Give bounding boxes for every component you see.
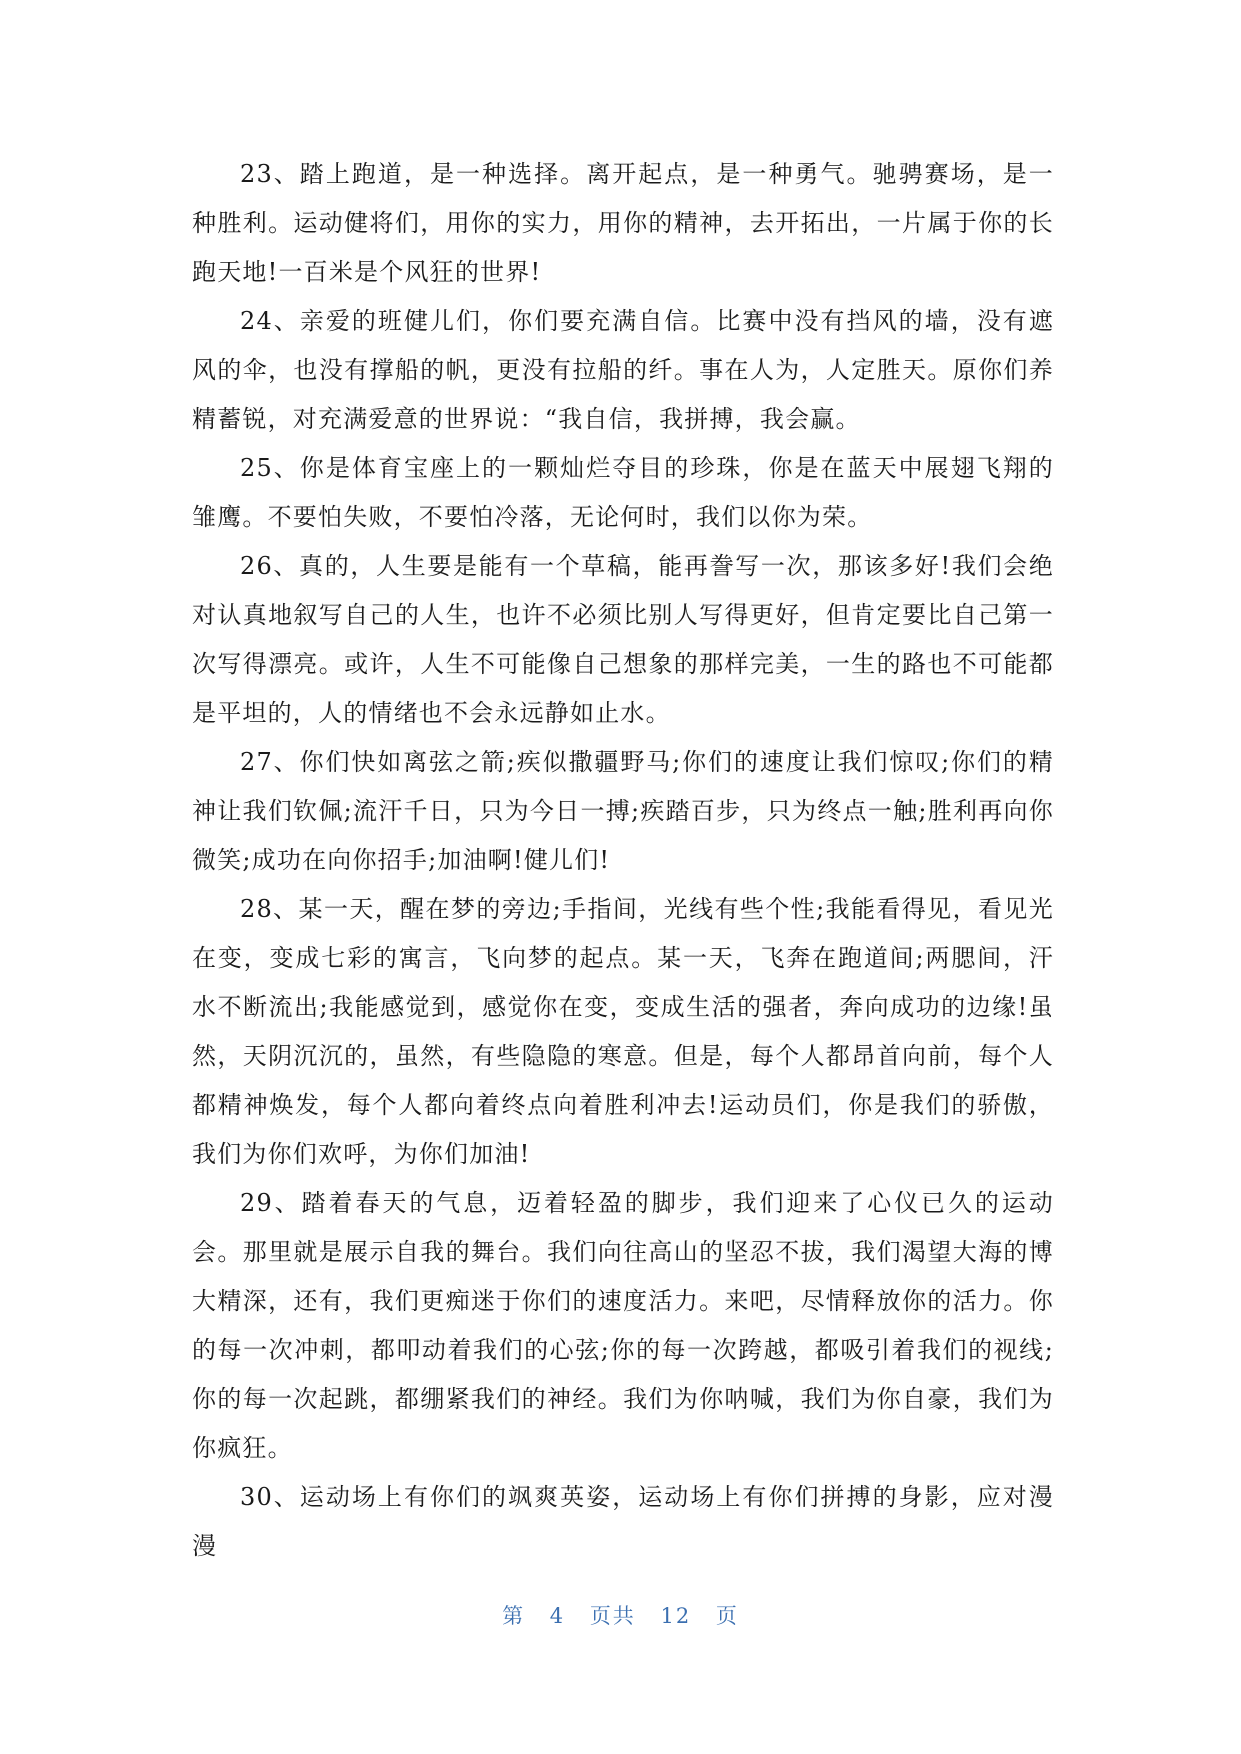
footer-mid: 页共	[589, 1604, 636, 1628]
footer-total-pages: 12	[660, 1604, 692, 1628]
paragraph-24: 24、亲爱的班健儿们，你们要充满自信。比赛中没有挡风的墙，没有遮风的伞，也没有撑船的帆，更没有拉船的纤。事在人为，人定胜天。原你们养精蓄锐，对充满爱意的世界说：“我自信，我拼搏，我会赢。	[192, 307, 1054, 433]
footer-suffix: 页	[715, 1604, 739, 1628]
footer-current-page: 4	[549, 1604, 566, 1628]
paragraph-28: 28、某一天，醒在梦的旁边;手指间，光线有些个性;我能看得见，看见光在变，变成七彩的寓言，飞向梦的起点。某一天，飞奔在跑道间;两腮间，汗水不断流出;我能感觉到，感觉你在变，变成生活的强者，奔向成功的边缘!虽然，天阴沉沉的，虽然，有些隐隐的寒意。但是，每个人都昂首向前，每个人都精神焕发，每个人都向着终点向着胜利冲去!运动员们，你是我们的骄傲，我们为你们欢呼，为你们加油!	[192, 895, 1054, 1168]
paragraph-26: 26、真的，人生要是能有一个草稿，能再誊写一次，那该多好!我们会绝对认真地叙写自己的人生，也许不必须比别人写得更好，但肯定要比自己第一次写得漂亮。或许，人生不可能像自己想象的那样完美，一生的路也不可能都是平坦的，人的情绪也不会永远静如止水。	[192, 552, 1054, 727]
paragraph-29: 29、踏着春天的气息，迈着轻盈的脚步，我们迎来了心仪已久的运动会。那里就是展示自我的舞台。我们向往高山的坚忍不拔，我们渴望大海的博大精深，还有，我们更痴迷于你们的速度活力。来吧，尽情释放你的活力。你的每一次冲刺，都叩动着我们的心弦;你的每一次跨越，都吸引着我们的视线;你的每一次起跳，都绷紧我们的神经。我们为你呐喊，我们为你自豪，我们为你疯狂。	[192, 1189, 1054, 1462]
paragraph-27: 27、你们快如离弦之箭;疾似撒疆野马;你们的速度让我们惊叹;你们的精神让我们钦佩;流汗千日，只为今日一搏;疾踏百步，只为终点一触;胜利再向你微笑;成功在向你招手;加油啊!健儿们!	[192, 748, 1054, 874]
paragraph-25: 25、你是体育宝座上的一颗灿烂夺目的珍珠，你是在蓝天中展翅飞翔的雏鹰。不要怕失败，不要怕冷落，无论何时，我们以你为荣。	[192, 454, 1054, 531]
paragraph-23: 23、踏上跑道，是一种选择。离开起点，是一种勇气。驰骋赛场，是一种胜利。运动健将们，用你的实力，用你的精神，去开拓出，一片属于你的长跑天地!一百米是个风狂的世界!	[192, 160, 1054, 286]
paragraph-30: 30、运动场上有你们的飒爽英姿，运动场上有你们拼搏的身影，应对漫漫	[192, 1483, 1054, 1560]
footer-prefix: 第	[502, 1604, 526, 1628]
document-body	[192, 150, 1054, 1571]
page-footer	[0, 1600, 1241, 1630]
